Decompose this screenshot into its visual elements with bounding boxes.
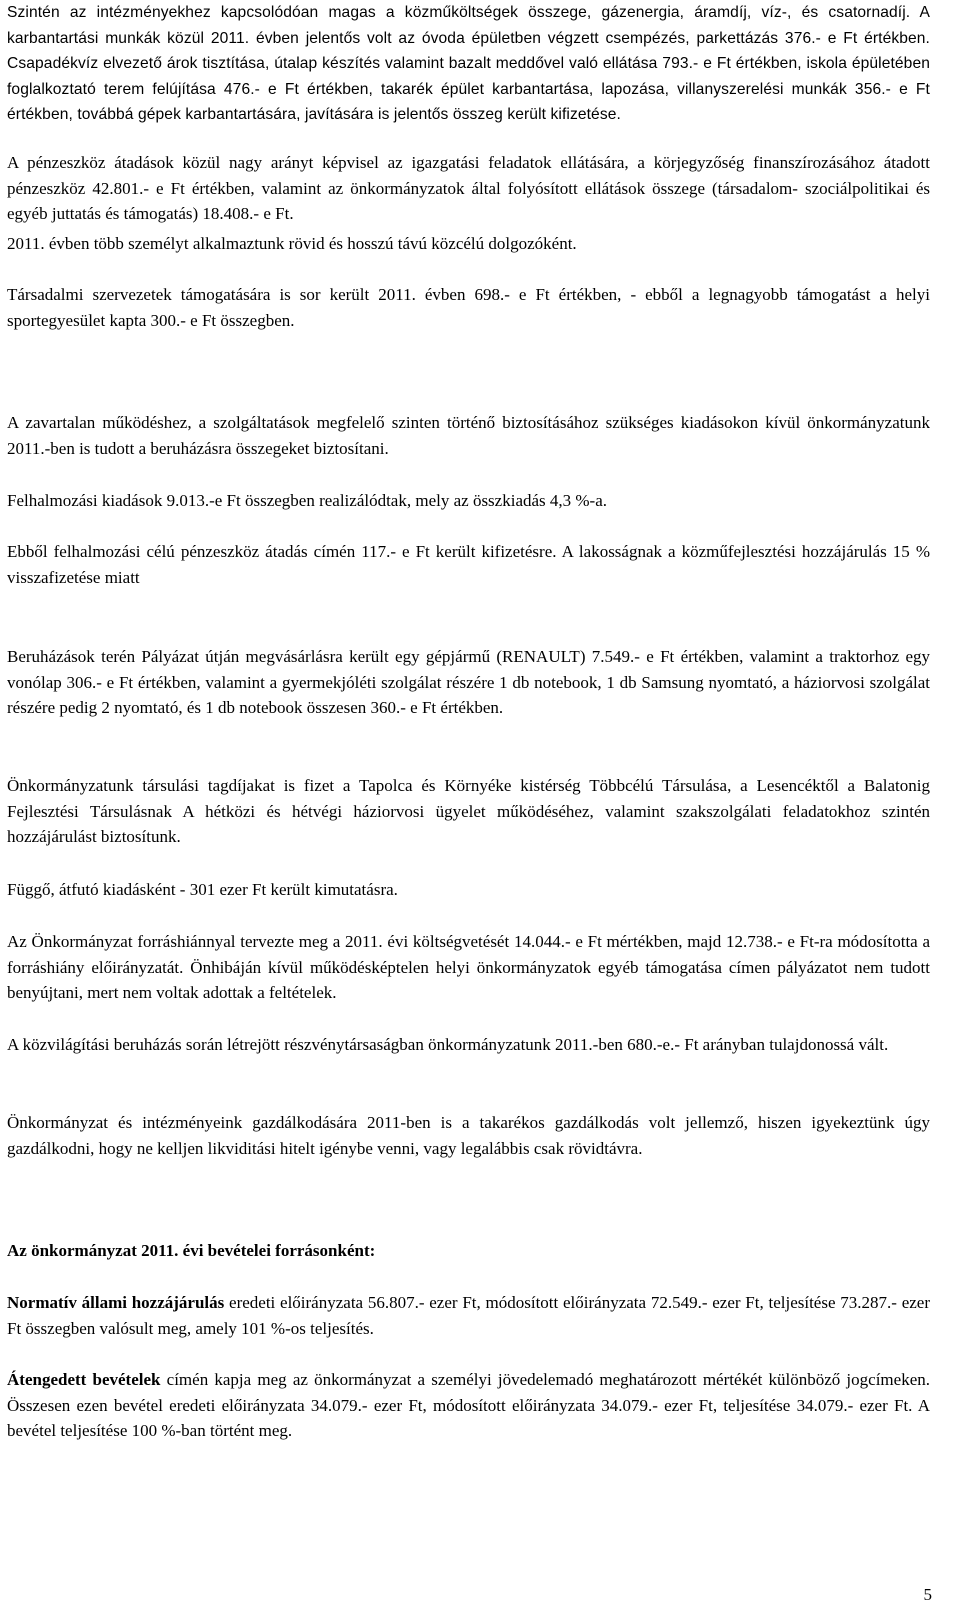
paragraph-purchases: Beruházások terén Pályázat útján megvásárlásra került egy gépjármű (RENAULT) 7.549.- e Ft értékben, valamint a traktorhoz egy vonólap 306.- e Ft értékben, valamint a gyermekjóléti szolgálat részére 1 db notebook, 1 db Samsung nyomtató, a háziorvosi szolgálat részére pedig 2 nyomtató, és 1 db notebook összesen 360.- e Ft értékben. bbox=[7, 647, 930, 718]
page-number: 5 bbox=[923, 1585, 932, 1604]
paragraph-economical-management: Önkormányzat és intézményeink gazdálkodására 2011-ben is a takarékos gazdálkodás volt jellemző, hiszen igyekeztünk úgy gazdálkodni, hogy ne kelljen likviditási hitelt igénybe venni, vagy legalábbis csak rövidtávra. bbox=[7, 1113, 930, 1158]
paragraph-pending-expenses: Függő, átfutó kiadásként - 301 ezer Ft került kimutatásra. bbox=[7, 880, 398, 899]
section-heading-revenues: Az önkormányzat 2011. évi bevételei forrásonként: bbox=[7, 1241, 376, 1260]
paragraph-capital-expenditure: Felhalmozási kiadások 9.013.-e Ft összegben realizálódtak, mely az összkiadás 4,3 %-a. bbox=[7, 491, 608, 510]
paragraph-capital-transfers: Ebből felhalmozási célú pénzeszköz átadás címén 117.- e Ft került kifizetésre. A lakosságnak a közműfejlesztési hozzájárulás 15 % visszafizetése miatt bbox=[7, 542, 930, 587]
paragraph-normative-contribution: Normatív állami hozzájárulás eredeti előirányzata 56.807.- ezer Ft, módosított előirányzata 72.549.- ezer Ft, teljesítése 73.287.- ezer Ft összegben valósult meg, amely 101 %-os teljesítés. bbox=[7, 1293, 930, 1338]
paragraph-deficit: Az Önkormányzat forráshiánnyal tervezte meg a 2011. évi költségvetését 14.044.- e Ft mértékben, majd 12.738.- e Ft-ra módosította a forráshiány előirányzatát. Önhibáján kívül működésképtelen helyi önkormányzatok egyéb támogatása címen pályázatot nem tudott benyújtani, mert nem voltak adottak a feltételek. bbox=[7, 932, 930, 1003]
paragraph-street-lighting: A közvilágítási beruházás során létrejött részvénytársaságban önkormányzatunk 2011.-ben 680.-e.- Ft arányban tulajdonossá vált. bbox=[7, 1035, 889, 1054]
paragraph-social-organizations: Társadalmi szervezetek támogatására is sor került 2011. évben 698.- e Ft értékben, - ebből a legnagyobb támogatást a helyi sportegyesület kapta 300.- e Ft összegben. bbox=[7, 285, 930, 330]
paragraph-membership-fees: Önkormányzatunk társulási tagdíjakat is fizet a Tapolca és Környéke kistérség Többcélú Társulása, a Lesencéktől a Balatonig Fejlesztési Társulásnak A hétközi és hétvégi háziorvosi ügyelet működéséhez, valamint szakszolgálati feladatokhoz szintén hozzájárulást biztosítunk. bbox=[7, 776, 930, 847]
paragraph-maintenance: Szintén az intézményekhez kapcsolódóan magas a közműköltségek összege, gázenergia, áramdíj, víz-, és csatornadíj. A karbantartási munkák közül 2011. évben jelentős volt az óvoda épületben végzett csempézés, parkettázás 376.- e Ft értékben. Csapadékvíz elvezető árok tisztítása, útalap készítés valamint bazalt meddővel való ellátása 793.- e Ft értékben, iskola épületében foglalkoztató terem felújítása 476.- e Ft értékben, takarék épület karbantartása, lapozása, villanyszerelési munkák 356.- e Ft értékben, továbbá gépek karbantartására, javítására is jelentős összeg került kifizetése. bbox=[7, 4, 930, 124]
paragraph-investments-intro: A zavartalan működéshez, a szolgáltatások megfelelő szinten történő biztosításához szükséges kiadásokon kívül önkormányzatunk 2011.-ben is tudott a beruházásra összegeket biztosítani. bbox=[7, 413, 930, 458]
paragraph-fund-transfers: A pénzeszköz átadások közül nagy arányt képvisel az igazgatási feladatok ellátására, a körjegyzőség finanszírozásához átadott pénzeszköz 42.801.- e Ft értékben, valamint az önkormányzatok által folyósított ellátások összege (társadalom- szociálpolitikai és egyéb juttatás és támogatás) 18.408.- e Ft. bbox=[7, 153, 930, 224]
paragraph-public-workers: 2011. évben több személyt alkalmaztunk rövid és hosszú távú közcélú dolgozóként. bbox=[7, 234, 577, 253]
paragraph-ceded-revenues: Átengedett bevételek címén kapja meg az önkormányzat a személyi jövedelemadó meghatározott mértékét különböző jogcímeken. Összesen ezen bevétel eredeti előirányzata 34.079.- ezer Ft, módosított előirányzata 34.079.- ezer Ft, teljesítése 34.079.- ezer Ft. A bevétel teljesítése 100 %-ban történt meg. bbox=[7, 1370, 930, 1441]
